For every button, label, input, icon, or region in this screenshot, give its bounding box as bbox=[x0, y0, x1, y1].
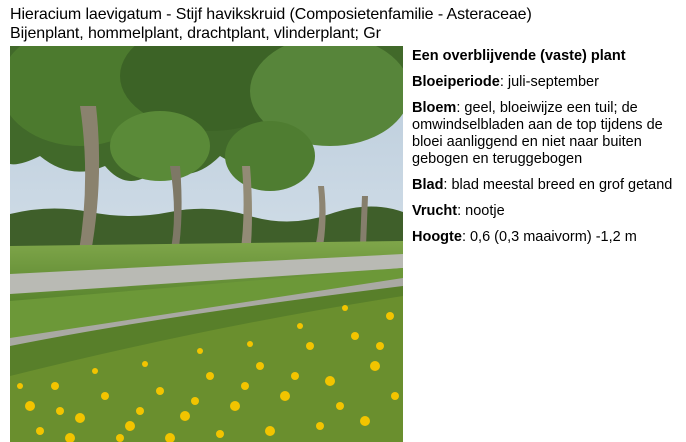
flower-description bbox=[412, 100, 684, 168]
flowering-label: Bloeiperiode bbox=[412, 74, 500, 90]
flowering-period bbox=[412, 74, 684, 91]
leaf-value: : blad meestal breed en grof getand bbox=[443, 177, 673, 193]
flowering-value: : juli-september bbox=[499, 74, 599, 90]
fruit-value: : nootje bbox=[457, 203, 505, 219]
height-description bbox=[412, 229, 684, 246]
plant-photo bbox=[10, 46, 403, 442]
fruit-label: Vrucht bbox=[412, 203, 458, 219]
plant-type-heading: Een overblijvende (vaste) plant bbox=[412, 48, 626, 64]
height-value: : 0,6 (0,3 maaivorm) -1,2 m bbox=[461, 229, 637, 245]
page-title: Hieracium laevigatum - Stijf havikskruid (Composietenfamilie - Asteraceae) bbox=[10, 6, 532, 23]
plant-facts bbox=[412, 48, 684, 255]
flower-label: Bloem bbox=[412, 100, 457, 116]
height-label: Hoogte bbox=[412, 229, 462, 245]
flower-value: : geel, bloeiwijze een tuil; de omwindselbladen aan de top tijdens de bloei aanliggend en niet naar buiten gebogen en teruggebogen bbox=[412, 100, 663, 167]
page-subtitle: Bijenplant, hommelplant, drachtplant, vlinderplant; Gr bbox=[10, 25, 381, 42]
leaf-description bbox=[412, 177, 684, 194]
fruit-description bbox=[412, 203, 684, 220]
leaf-label: Blad bbox=[412, 177, 444, 193]
